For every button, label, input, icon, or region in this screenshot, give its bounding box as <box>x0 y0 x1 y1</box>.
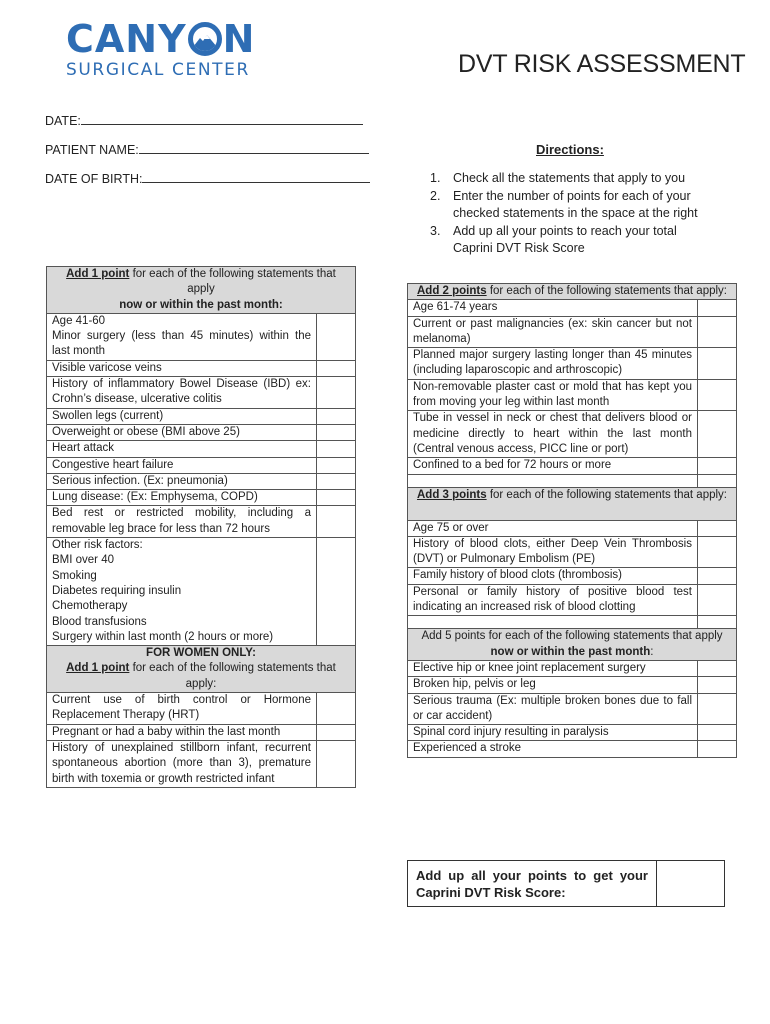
page-title: DVT RISK ASSESSMENT <box>458 50 746 78</box>
direction-number: 3. <box>430 223 441 238</box>
date-field[interactable] <box>45 113 363 128</box>
table-row <box>408 693 737 725</box>
mountain-o-icon <box>188 22 222 56</box>
risk-statement: Current or past malignancies (ex: skin cancer but not melanoma) <box>408 316 698 348</box>
patient-name-field[interactable] <box>45 142 369 157</box>
five-points-header-colon: : <box>650 645 654 658</box>
two-points-header <box>408 284 737 300</box>
table-row <box>408 520 737 536</box>
table-row <box>47 360 356 376</box>
points-box[interactable] <box>317 473 356 489</box>
table-row <box>47 473 356 489</box>
points-box[interactable] <box>698 568 737 584</box>
table-row <box>47 490 356 506</box>
points-box[interactable] <box>698 725 737 741</box>
patient-name-line[interactable] <box>139 142 369 154</box>
points-box[interactable] <box>317 740 356 787</box>
points-box[interactable] <box>698 316 737 348</box>
table-row <box>47 377 356 409</box>
total-score-box <box>407 860 725 907</box>
table-row <box>47 740 356 787</box>
three-points-header-rest: for each of the following statements that apply: <box>486 488 727 501</box>
risk-statement: Tube in vessel in neck or chest that delivers blood or medicine directly to heart within the last month (Central venous access, PICC line or port) <box>408 411 698 458</box>
risk-statement: Current use of birth control or Hormone Replacement Therapy (HRT) <box>47 693 317 725</box>
points-box[interactable] <box>698 741 737 757</box>
table-row <box>408 379 737 411</box>
points-box[interactable] <box>698 660 737 676</box>
risk-statement: Bed rest or restricted mobility, including a removable leg brace for less than 72 hours <box>47 506 317 538</box>
table-row <box>47 724 356 740</box>
risk-statement: Broken hip, pelvis or leg <box>408 677 698 693</box>
risk-statement: Age 61-74 years <box>408 300 698 316</box>
risk-statement: Spinal cord injury resulting in paralysis <box>408 725 698 741</box>
canyon-logo <box>66 17 276 80</box>
risk-statement: Elective hip or knee joint replacement surgery <box>408 660 698 676</box>
risk-statement: Age 75 or over <box>408 520 698 536</box>
points-box[interactable] <box>698 348 737 380</box>
points-box[interactable] <box>317 377 356 409</box>
total-score-input[interactable] <box>657 861 724 906</box>
risk-statement: Planned major surgery lasting longer than 45 minutes (including laparoscopic and arthroscopic) <box>408 348 698 380</box>
logo-text-top: CANY <box>66 17 187 61</box>
table-row <box>47 693 356 725</box>
risk-statement: History of blood clots, either Deep Vein Thrombosis (DVT) or Pulmonary Embolism (PE) <box>408 536 698 568</box>
table-row <box>47 313 356 360</box>
women-only-title: FOR WOMEN ONLY: <box>146 647 256 660</box>
blank-row <box>408 616 698 629</box>
risk-statement: Other risk factors: BMI over 40 Smoking Diabetes requiring insulin Chemotherapy Blood transfusions Surgery within last month (2 hours or more) <box>47 538 317 646</box>
table-row <box>408 568 737 584</box>
two-points-header-rest: for each of the following statements that apply: <box>486 285 727 297</box>
patient-name-label: PATIENT NAME: <box>45 143 139 157</box>
one-point-header-bold: Add 1 point <box>66 268 130 280</box>
points-box[interactable] <box>317 693 356 725</box>
points-box[interactable] <box>698 379 737 411</box>
women-only-header <box>47 646 356 693</box>
risk-statement: Personal or family history of positive blood test indicating an increased risk of blood clotting <box>408 584 698 616</box>
points-box[interactable] <box>698 474 737 487</box>
risk-statement: Serious infection. (Ex: pneumonia) <box>47 473 317 489</box>
five-points-header-line2: now or within the past month <box>490 645 651 658</box>
logo-text-bottom: SURGICAL CENTER <box>66 60 250 80</box>
table-row <box>408 536 737 568</box>
points-box[interactable] <box>698 584 737 616</box>
points-box[interactable] <box>698 520 737 536</box>
direction-text: Add up all your points to reach your total Caprini DVT Risk Score <box>453 223 677 255</box>
points-box[interactable] <box>317 724 356 740</box>
direction-item <box>428 223 718 258</box>
points-box[interactable] <box>317 441 356 457</box>
table-row <box>408 458 737 474</box>
table-row <box>408 725 737 741</box>
points-box[interactable] <box>317 313 356 360</box>
five-points-header-line1: Add 5 points for each of the following statements that apply <box>421 630 723 643</box>
points-box[interactable] <box>317 490 356 506</box>
table-row <box>47 538 356 646</box>
points-box[interactable] <box>317 506 356 538</box>
risk-statement: History of unexplained stillborn infant, recurrent spontaneous abortion (more than 3), premature birth with toxemia or growth restricted infant <box>47 740 317 787</box>
points-box[interactable] <box>698 300 737 316</box>
five-points-header <box>408 629 737 661</box>
points-box[interactable] <box>698 677 737 693</box>
dob-label: DATE OF BIRTH: <box>45 172 143 186</box>
women-header-rest: for each of the following statements that apply: <box>129 662 336 690</box>
risk-statement: Lung disease: (Ex: Emphysema, COPD) <box>47 490 317 506</box>
right-points-table <box>407 283 737 758</box>
blank-row <box>408 474 698 487</box>
table-row <box>408 348 737 380</box>
direction-text: Check all the statements that apply to you <box>453 171 686 185</box>
date-label: DATE: <box>45 114 81 128</box>
table-row <box>47 424 356 440</box>
three-points-header-bold: Add 3 points <box>416 488 487 501</box>
direction-item <box>428 188 718 223</box>
risk-statement: Confined to a bed for 72 hours or more <box>408 458 698 474</box>
dob-field[interactable] <box>45 171 370 186</box>
risk-statement: Overweight or obese (BMI above 25) <box>47 424 317 440</box>
points-box[interactable] <box>698 693 737 725</box>
risk-statement: Non-removable plaster cast or mold that has kept you from moving your leg within last month <box>408 379 698 411</box>
three-points-header <box>408 487 737 520</box>
risk-statement: History of inflammatory Bowel Disease (IBD) ex: Crohn’s disease, ulcerative colitis <box>47 377 317 409</box>
risk-statement: Age 41-60 Minor surgery (less than 45 minutes) within the last month <box>47 313 317 360</box>
two-points-header-bold: Add 2 points <box>416 285 487 297</box>
table-row <box>408 677 737 693</box>
table-row <box>408 741 737 757</box>
points-box[interactable] <box>698 536 737 568</box>
table-row <box>47 457 356 473</box>
one-point-header-line2: now or within the past month: <box>119 298 283 311</box>
table-row <box>408 584 737 616</box>
one-point-header-rest: for each of the following statements that apply <box>129 268 336 296</box>
risk-statement: Congestive heart failure <box>47 457 317 473</box>
direction-text: Enter the number of points for each of your checked statements in the space at the right <box>453 188 698 220</box>
logo-text-top-end: N <box>222 17 256 61</box>
total-score-label: Add up all your points to get your Caprini DVT Risk Score: <box>408 861 657 906</box>
risk-statement: Serious trauma (Ex: multiple broken bones due to fall or car accident) <box>408 693 698 725</box>
date-line[interactable] <box>81 113 363 125</box>
directions-heading: Directions: <box>536 142 604 157</box>
direction-number: 1. <box>430 171 441 185</box>
points-box[interactable] <box>317 457 356 473</box>
points-box[interactable] <box>698 411 737 458</box>
points-box[interactable] <box>317 538 356 646</box>
risk-statement: Visible varicose veins <box>47 360 317 376</box>
direction-number: 2. <box>430 188 441 203</box>
table-row <box>408 316 737 348</box>
points-box[interactable] <box>698 616 737 629</box>
risk-statement: Heart attack <box>47 441 317 457</box>
table-row <box>47 408 356 424</box>
table-row <box>47 506 356 538</box>
table-row <box>408 660 737 676</box>
risk-statement: Pregnant or had a baby within the last month <box>47 724 317 740</box>
one-point-header <box>47 267 356 314</box>
direction-item <box>428 170 718 188</box>
one-point-table <box>46 266 356 788</box>
dob-line[interactable] <box>142 171 370 183</box>
table-row <box>47 441 356 457</box>
women-header-bold: Add 1 point <box>66 662 130 675</box>
points-box[interactable] <box>317 424 356 440</box>
points-box[interactable] <box>317 360 356 376</box>
points-box[interactable] <box>317 408 356 424</box>
risk-statement: Experienced a stroke <box>408 741 698 757</box>
directions-list <box>428 170 718 258</box>
points-box[interactable] <box>698 458 737 474</box>
table-row <box>408 300 737 316</box>
table-row <box>408 411 737 458</box>
risk-statement: Family history of blood clots (thrombosis) <box>408 568 698 584</box>
risk-statement: Swollen legs (current) <box>47 408 317 424</box>
